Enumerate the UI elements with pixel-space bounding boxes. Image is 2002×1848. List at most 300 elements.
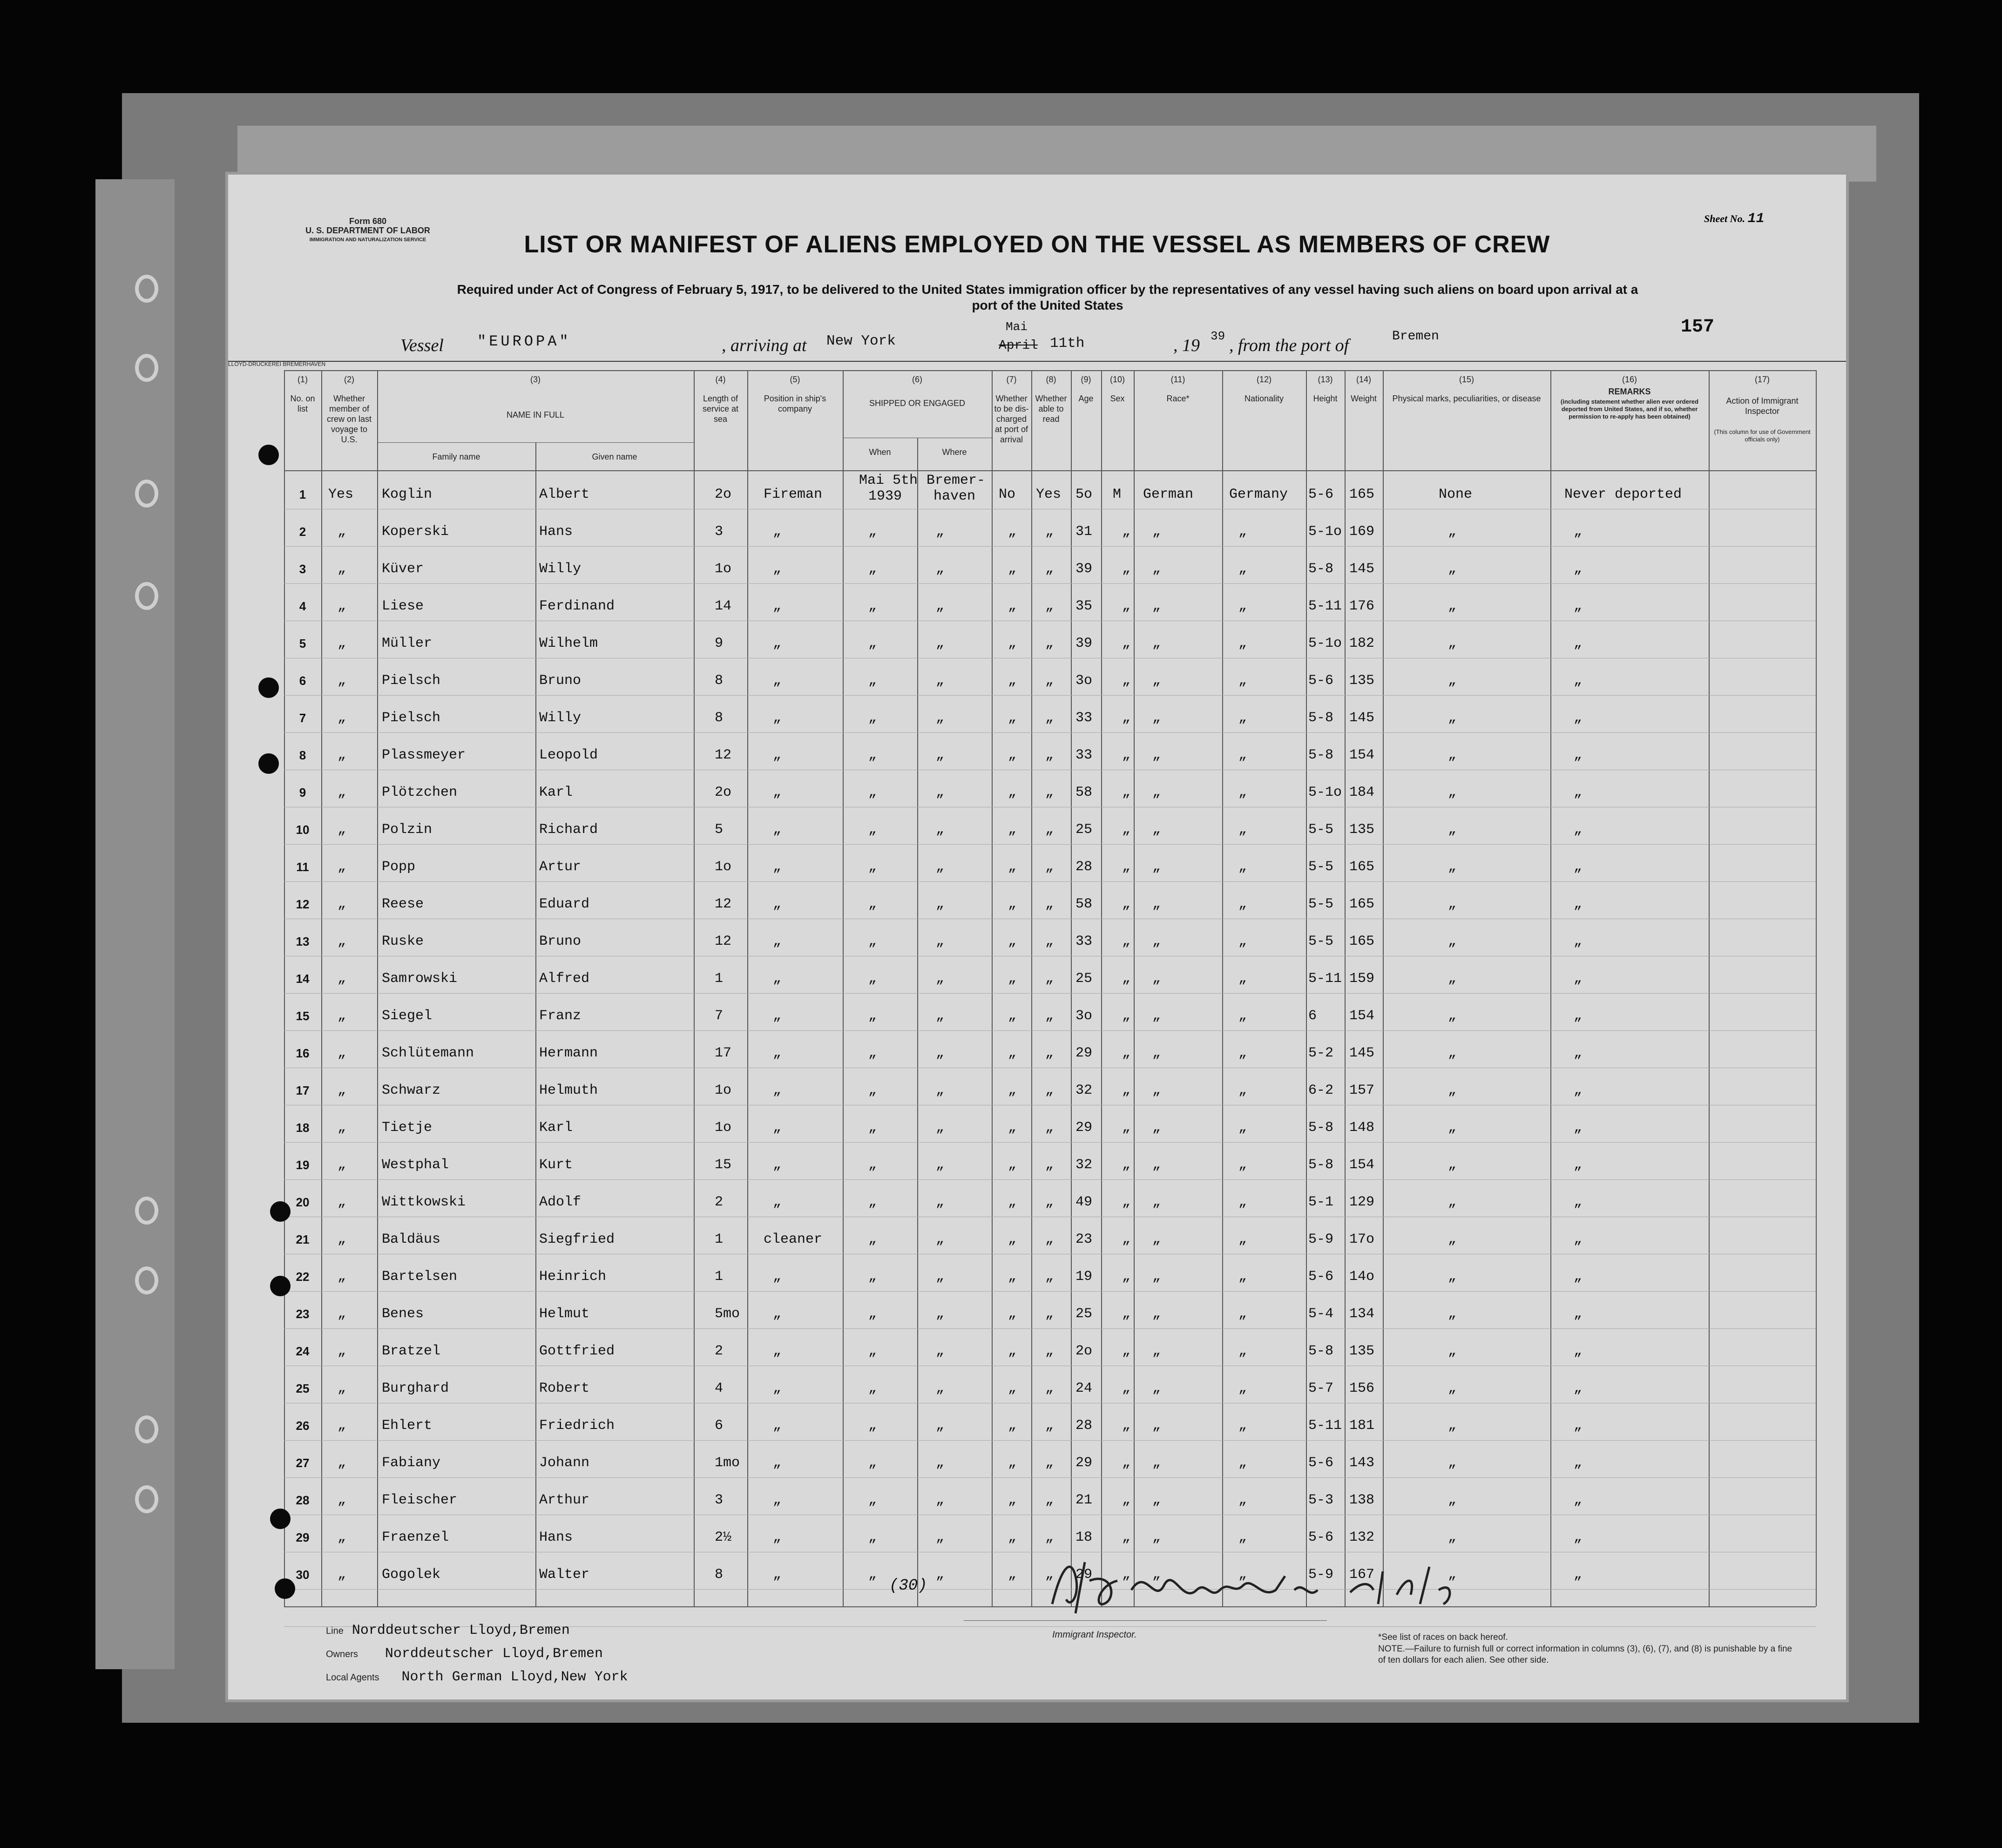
weight-cell: 154 bbox=[1349, 747, 1375, 763]
crew-member-cell: Yes bbox=[328, 487, 354, 502]
shipped-where-cell: „ bbox=[936, 822, 945, 838]
sex-cell: „ bbox=[1122, 561, 1131, 577]
shipped-when-cell: „ bbox=[868, 598, 877, 614]
column-header-c13: Height bbox=[1313, 394, 1338, 403]
service-length-cell: 2o bbox=[715, 785, 732, 800]
position-cell: „ bbox=[773, 1194, 782, 1210]
shipped-where-cell: „ bbox=[936, 673, 945, 689]
position-cell: Fireman bbox=[764, 487, 823, 502]
height-cell: 5-1 bbox=[1308, 1194, 1334, 1210]
race-cell: „ bbox=[1152, 636, 1161, 651]
inspector-signature bbox=[1043, 1548, 1508, 1618]
weight-cell: 184 bbox=[1349, 785, 1375, 800]
position-cell: „ bbox=[773, 859, 782, 875]
column-number: (10) bbox=[1109, 375, 1125, 384]
race-cell: „ bbox=[1152, 1008, 1161, 1024]
table-row bbox=[228, 519, 1846, 556]
race-cell: „ bbox=[1152, 1343, 1161, 1359]
weight-cell: 145 bbox=[1349, 710, 1375, 726]
shipped-when-cell: „ bbox=[868, 934, 877, 949]
physical-marks-cell: „ bbox=[1448, 1269, 1457, 1285]
weight-cell: 138 bbox=[1349, 1492, 1375, 1508]
row-number: 20 bbox=[296, 1195, 310, 1209]
crew-member-cell: „ bbox=[338, 1492, 346, 1508]
shipped-when-cell: „ bbox=[868, 1381, 877, 1396]
able-to-read-cell: „ bbox=[1045, 598, 1054, 614]
family-name-cell: Liese bbox=[382, 598, 424, 614]
age-cell: 23 bbox=[1075, 1232, 1093, 1247]
binder-ring bbox=[135, 1485, 158, 1513]
inspector-column-subheader: (This column for use of Government officials only) bbox=[1714, 428, 1811, 443]
service-length-cell: 9 bbox=[715, 636, 724, 651]
height-cell: 5-8 bbox=[1308, 561, 1334, 577]
remarks-cell: „ bbox=[1574, 1418, 1583, 1434]
height-cell: 5-6 bbox=[1308, 673, 1334, 689]
table-row bbox=[228, 892, 1846, 929]
form-number: Form 680 bbox=[349, 217, 387, 226]
physical-marks-cell: „ bbox=[1448, 1083, 1457, 1098]
able-to-read-cell: „ bbox=[1045, 1232, 1054, 1247]
remarks-cell: „ bbox=[1574, 636, 1583, 651]
position-cell: „ bbox=[773, 1381, 782, 1396]
shipped-when-cell: „ bbox=[868, 1232, 877, 1247]
column-header-c9: Age bbox=[1078, 394, 1094, 403]
height-cell: 5-8 bbox=[1308, 747, 1334, 763]
race-cell: „ bbox=[1152, 1567, 1161, 1583]
row-number: 1 bbox=[299, 487, 306, 501]
physical-marks-cell: „ bbox=[1448, 1381, 1457, 1396]
physical-marks-cell: „ bbox=[1448, 1418, 1457, 1434]
physical-marks-cell: „ bbox=[1448, 1306, 1457, 1322]
nationality-cell: „ bbox=[1238, 636, 1247, 651]
able-to-read-cell: „ bbox=[1045, 822, 1054, 838]
remarks-cell: „ bbox=[1574, 710, 1583, 726]
service-length-cell: 7 bbox=[715, 1008, 724, 1024]
shipped-when-cell: „ bbox=[868, 1008, 877, 1024]
position-cell: „ bbox=[773, 1343, 782, 1359]
manifest-table bbox=[228, 175, 1846, 1699]
discharged-cell: „ bbox=[1008, 822, 1017, 838]
remarks-cell: Never deported bbox=[1564, 487, 1682, 502]
height-cell: 5-11 bbox=[1308, 971, 1342, 987]
table-row bbox=[228, 1339, 1846, 1376]
footer-agents-label: Local Agents bbox=[326, 1672, 379, 1683]
service-length-cell: 8 bbox=[715, 710, 724, 726]
service-length-cell: 17 bbox=[715, 1045, 732, 1061]
signature-rule bbox=[964, 1620, 1327, 1621]
shipped-when-cell: „ bbox=[868, 1418, 877, 1434]
weight-cell: 143 bbox=[1349, 1455, 1375, 1471]
nationality-cell: „ bbox=[1238, 747, 1247, 763]
table-top-rule bbox=[284, 370, 1816, 371]
shipped-where-cell: „ bbox=[936, 785, 945, 800]
shipped-when-cell: „ bbox=[868, 524, 877, 540]
race-cell: „ bbox=[1152, 896, 1161, 912]
discharged-cell: „ bbox=[1008, 1343, 1017, 1359]
sex-cell: „ bbox=[1122, 710, 1131, 726]
weight-cell: 169 bbox=[1349, 524, 1375, 540]
remarks-cell: „ bbox=[1574, 598, 1583, 614]
shipped-where-cell: „ bbox=[936, 1381, 945, 1396]
row-number: 6 bbox=[299, 674, 306, 688]
nationality-cell: „ bbox=[1238, 710, 1247, 726]
able-to-read-cell: „ bbox=[1045, 561, 1054, 577]
able-to-read-cell: „ bbox=[1045, 1157, 1054, 1173]
given-name-cell: Kurt bbox=[539, 1157, 573, 1173]
shipped-when-cell: „ bbox=[868, 1045, 877, 1061]
footer-agents bbox=[326, 1669, 628, 1685]
given-name-cell: Heinrich bbox=[539, 1269, 607, 1285]
footer-owners-value: Norddeutscher Lloyd,Bremen bbox=[385, 1646, 603, 1662]
weight-cell: 17o bbox=[1349, 1232, 1375, 1247]
sex-cell: „ bbox=[1122, 822, 1131, 838]
discharged-cell: „ bbox=[1008, 1567, 1017, 1583]
age-cell: 31 bbox=[1075, 524, 1093, 540]
binder-ring bbox=[135, 480, 158, 508]
weight-cell: 145 bbox=[1349, 561, 1375, 577]
sex-cell: „ bbox=[1122, 896, 1131, 912]
race-cell: „ bbox=[1152, 934, 1161, 949]
height-cell: 5-2 bbox=[1308, 1045, 1334, 1061]
given-name-cell: Leopold bbox=[539, 747, 598, 763]
shipped-where-cell: „ bbox=[936, 1194, 945, 1210]
shipped-when-cell: „ bbox=[868, 1530, 877, 1545]
shipped-when-cell: „ bbox=[868, 636, 877, 651]
remarks-cell: „ bbox=[1574, 1008, 1583, 1024]
column-header-c3: NAME IN FULL bbox=[506, 410, 565, 420]
nationality-cell: „ bbox=[1238, 1083, 1247, 1098]
sex-cell: „ bbox=[1122, 598, 1131, 614]
able-to-read-cell: „ bbox=[1045, 1306, 1054, 1322]
discharged-cell: „ bbox=[1008, 1269, 1017, 1285]
family-name-cell: Popp bbox=[382, 859, 416, 875]
service-length-cell: 2 bbox=[715, 1343, 724, 1359]
age-cell: 39 bbox=[1075, 561, 1093, 577]
crew-member-cell: „ bbox=[338, 1120, 346, 1136]
shipped-where-cell: „ bbox=[936, 747, 945, 763]
given-name-cell: Johann bbox=[539, 1455, 590, 1471]
table-row bbox=[228, 1488, 1846, 1525]
age-cell: 24 bbox=[1075, 1381, 1093, 1396]
discharged-cell: „ bbox=[1008, 1306, 1017, 1322]
row-number: 19 bbox=[296, 1158, 310, 1172]
shipped-where-cell: „ bbox=[936, 561, 945, 577]
age-cell: 58 bbox=[1075, 785, 1093, 800]
table-row bbox=[228, 817, 1846, 854]
given-name-cell: Siegfried bbox=[539, 1232, 615, 1247]
punch-hole bbox=[270, 1201, 291, 1222]
service-length-cell: 6 bbox=[715, 1418, 724, 1434]
age-cell: 58 bbox=[1075, 896, 1093, 912]
race-cell: „ bbox=[1152, 561, 1161, 577]
shipped-where-cell: „ bbox=[936, 1157, 945, 1173]
column-number: (6) bbox=[912, 375, 922, 384]
shipped-when-cell: „ bbox=[868, 1343, 877, 1359]
column-header-c2: Whether member of crew on last voyage to U.S. bbox=[326, 394, 372, 444]
shipped-when-cell: „ bbox=[868, 673, 877, 689]
remarks-cell: „ bbox=[1574, 859, 1583, 875]
row-number: 17 bbox=[296, 1083, 310, 1097]
sex-cell: „ bbox=[1122, 1455, 1131, 1471]
crew-member-cell: „ bbox=[338, 1269, 346, 1285]
stamp-number: 157 bbox=[1681, 317, 1715, 338]
shipped-where-cell: Bremer- bbox=[927, 473, 986, 488]
remarks-cell: „ bbox=[1574, 785, 1583, 800]
weight-cell: 182 bbox=[1349, 636, 1375, 651]
shipped-where-cell: „ bbox=[936, 1530, 945, 1545]
row-number: 4 bbox=[299, 599, 306, 613]
race-cell: „ bbox=[1152, 1194, 1161, 1210]
shipped-when-cell: „ bbox=[868, 1306, 877, 1322]
year-suffix: 39 bbox=[1211, 329, 1225, 343]
column-header-c1: No. on list bbox=[290, 394, 315, 413]
able-to-read-cell: „ bbox=[1045, 636, 1054, 651]
table-row bbox=[228, 854, 1846, 892]
row-number: 28 bbox=[296, 1493, 310, 1507]
discharged-cell: „ bbox=[1008, 934, 1017, 949]
position-cell: „ bbox=[773, 1120, 782, 1136]
sex-cell: „ bbox=[1122, 1492, 1131, 1508]
sex-cell: „ bbox=[1122, 1567, 1131, 1583]
service-length-cell: 2 bbox=[715, 1194, 724, 1210]
given-name-cell: Karl bbox=[539, 785, 573, 800]
age-cell: 25 bbox=[1075, 971, 1093, 987]
remarks-cell: „ bbox=[1574, 822, 1583, 838]
column-header-c11: Race* bbox=[1166, 394, 1190, 403]
race-cell: „ bbox=[1152, 1455, 1161, 1471]
family-name-cell: Westphal bbox=[382, 1157, 449, 1173]
weight-cell: 154 bbox=[1349, 1008, 1375, 1024]
manifest-sheet bbox=[228, 175, 1846, 1699]
given-name-cell: Hermann bbox=[539, 1045, 598, 1061]
position-cell: „ bbox=[773, 971, 782, 987]
shipped-where-cell: „ bbox=[936, 1306, 945, 1322]
family-name-cell: Ehlert bbox=[382, 1418, 433, 1434]
crew-member-cell: „ bbox=[338, 822, 346, 838]
punch-hole bbox=[270, 1509, 291, 1529]
given-name-cell: Albert bbox=[539, 487, 590, 502]
physical-marks-cell: „ bbox=[1448, 1492, 1457, 1508]
age-cell: 29 bbox=[1075, 1120, 1093, 1136]
weight-cell: 165 bbox=[1349, 487, 1375, 502]
remarks-cell: „ bbox=[1574, 971, 1583, 987]
binder-ring bbox=[135, 275, 158, 303]
able-to-read-cell: „ bbox=[1045, 1530, 1054, 1545]
crew-member-cell: „ bbox=[338, 1194, 346, 1210]
crew-member-cell: „ bbox=[338, 896, 346, 912]
position-cell: „ bbox=[773, 747, 782, 763]
nationality-cell: „ bbox=[1238, 1343, 1247, 1359]
discharged-cell: „ bbox=[1008, 1381, 1017, 1396]
height-cell: 5-11 bbox=[1308, 1418, 1342, 1434]
physical-marks-cell: „ bbox=[1448, 524, 1457, 540]
from-port-label: , from the port of bbox=[1229, 336, 1349, 355]
crew-member-cell: „ bbox=[338, 1567, 346, 1583]
discharged-cell: „ bbox=[1008, 1194, 1017, 1210]
weight-cell: 181 bbox=[1349, 1418, 1375, 1434]
able-to-read-cell: „ bbox=[1045, 896, 1054, 912]
column-number: (16) bbox=[1622, 375, 1637, 384]
race-cell: „ bbox=[1152, 598, 1161, 614]
discharged-cell: „ bbox=[1008, 747, 1017, 763]
service-length-cell: 2o bbox=[715, 487, 732, 502]
discharged-cell: „ bbox=[1008, 1455, 1017, 1471]
service-length-cell: 1 bbox=[715, 1232, 724, 1247]
crew-member-cell: „ bbox=[338, 524, 346, 540]
discharged-cell: „ bbox=[1008, 636, 1017, 651]
age-cell: 25 bbox=[1075, 822, 1093, 838]
nationality-cell: „ bbox=[1238, 1418, 1247, 1434]
discharged-cell: „ bbox=[1008, 1045, 1017, 1061]
nationality-cell: „ bbox=[1238, 1381, 1247, 1396]
crew-member-cell: „ bbox=[338, 1455, 346, 1471]
sheet-number-label: Sheet No. bbox=[1704, 213, 1745, 224]
crew-member-cell: „ bbox=[338, 1343, 346, 1359]
able-to-read-cell: Yes bbox=[1036, 487, 1062, 502]
punch-hole bbox=[270, 1276, 291, 1296]
position-cell: „ bbox=[773, 598, 782, 614]
column-header-c15: Physical marks, peculiarities, or disease bbox=[1392, 394, 1541, 403]
given-name-cell: Gottfried bbox=[539, 1343, 615, 1359]
able-to-read-cell: „ bbox=[1045, 747, 1054, 763]
shipped-where-cell: „ bbox=[936, 1343, 945, 1359]
position-cell: cleaner bbox=[764, 1232, 823, 1247]
weight-cell: 167 bbox=[1349, 1567, 1375, 1583]
age-cell: 28 bbox=[1075, 1418, 1093, 1434]
shipped-when-cell: „ bbox=[868, 859, 877, 875]
position-cell: „ bbox=[773, 934, 782, 949]
race-cell: „ bbox=[1152, 673, 1161, 689]
service-length-cell: 1o bbox=[715, 1120, 732, 1136]
remarks-subheader: (including statement whether alien ever ordered deported from United States, and if so, whether permission to re-apply has been obtained) bbox=[1560, 398, 1699, 420]
weight-cell: 134 bbox=[1349, 1306, 1375, 1322]
height-cell: 5-8 bbox=[1308, 1120, 1334, 1136]
age-cell: 19 bbox=[1075, 1269, 1093, 1285]
row-number: 24 bbox=[296, 1344, 310, 1358]
nationality-cell: Germany bbox=[1229, 487, 1288, 502]
crew-member-cell: „ bbox=[338, 1008, 346, 1024]
shipped-where-cell: „ bbox=[936, 934, 945, 949]
weight-cell: 157 bbox=[1349, 1083, 1375, 1098]
row-number: 18 bbox=[296, 1121, 310, 1135]
remarks-cell: „ bbox=[1574, 1455, 1583, 1471]
row-number: 10 bbox=[296, 823, 310, 837]
height-cell: 5-11 bbox=[1308, 598, 1342, 614]
table-row bbox=[228, 1562, 1846, 1599]
punch-hole bbox=[275, 1578, 295, 1599]
column-number: (3) bbox=[530, 375, 541, 384]
family-name-cell: Plassmeyer bbox=[382, 747, 466, 763]
nationality-cell: „ bbox=[1238, 1045, 1247, 1061]
race-cell: „ bbox=[1152, 971, 1161, 987]
nationality-cell: „ bbox=[1238, 561, 1247, 577]
given-name-cell: Wilhelm bbox=[539, 636, 598, 651]
crew-member-cell: „ bbox=[338, 1306, 346, 1322]
age-cell: 2o bbox=[1075, 1343, 1093, 1359]
service-length-cell: 5 bbox=[715, 822, 724, 838]
remarks-cell: „ bbox=[1574, 1343, 1583, 1359]
given-name-cell: Adolf bbox=[539, 1194, 582, 1210]
remarks-cell: „ bbox=[1574, 1157, 1583, 1173]
day: 11th bbox=[1050, 335, 1085, 352]
given-name-cell: Ferdinand bbox=[539, 598, 615, 614]
column-number: (1) bbox=[298, 375, 308, 384]
remarks-cell: „ bbox=[1574, 1306, 1583, 1322]
height-cell: 5-7 bbox=[1308, 1381, 1334, 1396]
family-name-cell: Bratzel bbox=[382, 1343, 441, 1359]
remarks-cell: „ bbox=[1574, 1232, 1583, 1247]
shipped-where-cell: „ bbox=[936, 636, 945, 651]
year-prefix: , 19 bbox=[1173, 336, 1200, 355]
table-row bbox=[228, 1413, 1846, 1450]
race-cell: „ bbox=[1152, 822, 1161, 838]
age-cell: 5o bbox=[1075, 487, 1093, 502]
footer-line bbox=[326, 1623, 570, 1638]
shipped-where-cell: „ bbox=[936, 896, 945, 912]
given-name-cell: Willy bbox=[539, 710, 582, 726]
family-name-cell: Koglin bbox=[382, 487, 433, 502]
crew-member-cell: „ bbox=[338, 785, 346, 800]
header-bottom-rule bbox=[284, 470, 1816, 471]
position-cell: „ bbox=[773, 1530, 782, 1545]
able-to-read-cell: „ bbox=[1045, 859, 1054, 875]
position-cell: „ bbox=[773, 1567, 782, 1583]
nationality-cell: „ bbox=[1238, 1120, 1247, 1136]
family-name-cell: Wittkowski bbox=[382, 1194, 466, 1210]
race-cell: „ bbox=[1152, 1157, 1161, 1173]
weight-cell: 165 bbox=[1349, 896, 1375, 912]
shipped-when-cell: „ bbox=[868, 971, 877, 987]
shipped-where-cell: „ bbox=[936, 1120, 945, 1136]
column-number: (14) bbox=[1356, 375, 1371, 384]
given-name-cell: Robert bbox=[539, 1381, 590, 1396]
row-number: 14 bbox=[296, 972, 310, 986]
able-to-read-cell: „ bbox=[1045, 785, 1054, 800]
table-row bbox=[228, 780, 1846, 817]
crew-member-cell: „ bbox=[338, 561, 346, 577]
given-name-cell: Artur bbox=[539, 859, 582, 875]
sex-cell: „ bbox=[1122, 1343, 1131, 1359]
table-row bbox=[228, 1450, 1846, 1488]
weight-cell: 132 bbox=[1349, 1530, 1375, 1545]
background-sheet bbox=[237, 126, 1876, 182]
nationality-cell: „ bbox=[1238, 524, 1247, 540]
race-cell: „ bbox=[1152, 1306, 1161, 1322]
position-cell: „ bbox=[773, 636, 782, 651]
weight-cell: 135 bbox=[1349, 673, 1375, 689]
column-number: (4) bbox=[715, 375, 726, 384]
given-name-cell: Richard bbox=[539, 822, 598, 838]
age-cell: 18 bbox=[1075, 1530, 1093, 1545]
nationality-cell: „ bbox=[1238, 934, 1247, 949]
crew-member-cell: „ bbox=[338, 1530, 346, 1545]
shipped-where-cell: „ bbox=[936, 1418, 945, 1434]
physical-marks-cell: „ bbox=[1448, 636, 1457, 651]
sex-cell: „ bbox=[1122, 1120, 1131, 1136]
service-length-cell: 15 bbox=[715, 1157, 732, 1173]
shipped-where-cell: „ bbox=[936, 1045, 945, 1061]
sheet-number-value: 11 bbox=[1747, 211, 1765, 227]
row-number: 27 bbox=[296, 1456, 310, 1470]
footer-line-label: Line bbox=[326, 1626, 344, 1636]
shipped-where-cell: „ bbox=[936, 1455, 945, 1471]
nationality-cell: „ bbox=[1238, 1269, 1247, 1285]
row-number: 22 bbox=[296, 1270, 310, 1284]
sex-cell: „ bbox=[1122, 1157, 1131, 1173]
table-row bbox=[228, 668, 1846, 705]
row-number: 2 bbox=[299, 525, 306, 539]
sex-cell: „ bbox=[1122, 1306, 1131, 1322]
